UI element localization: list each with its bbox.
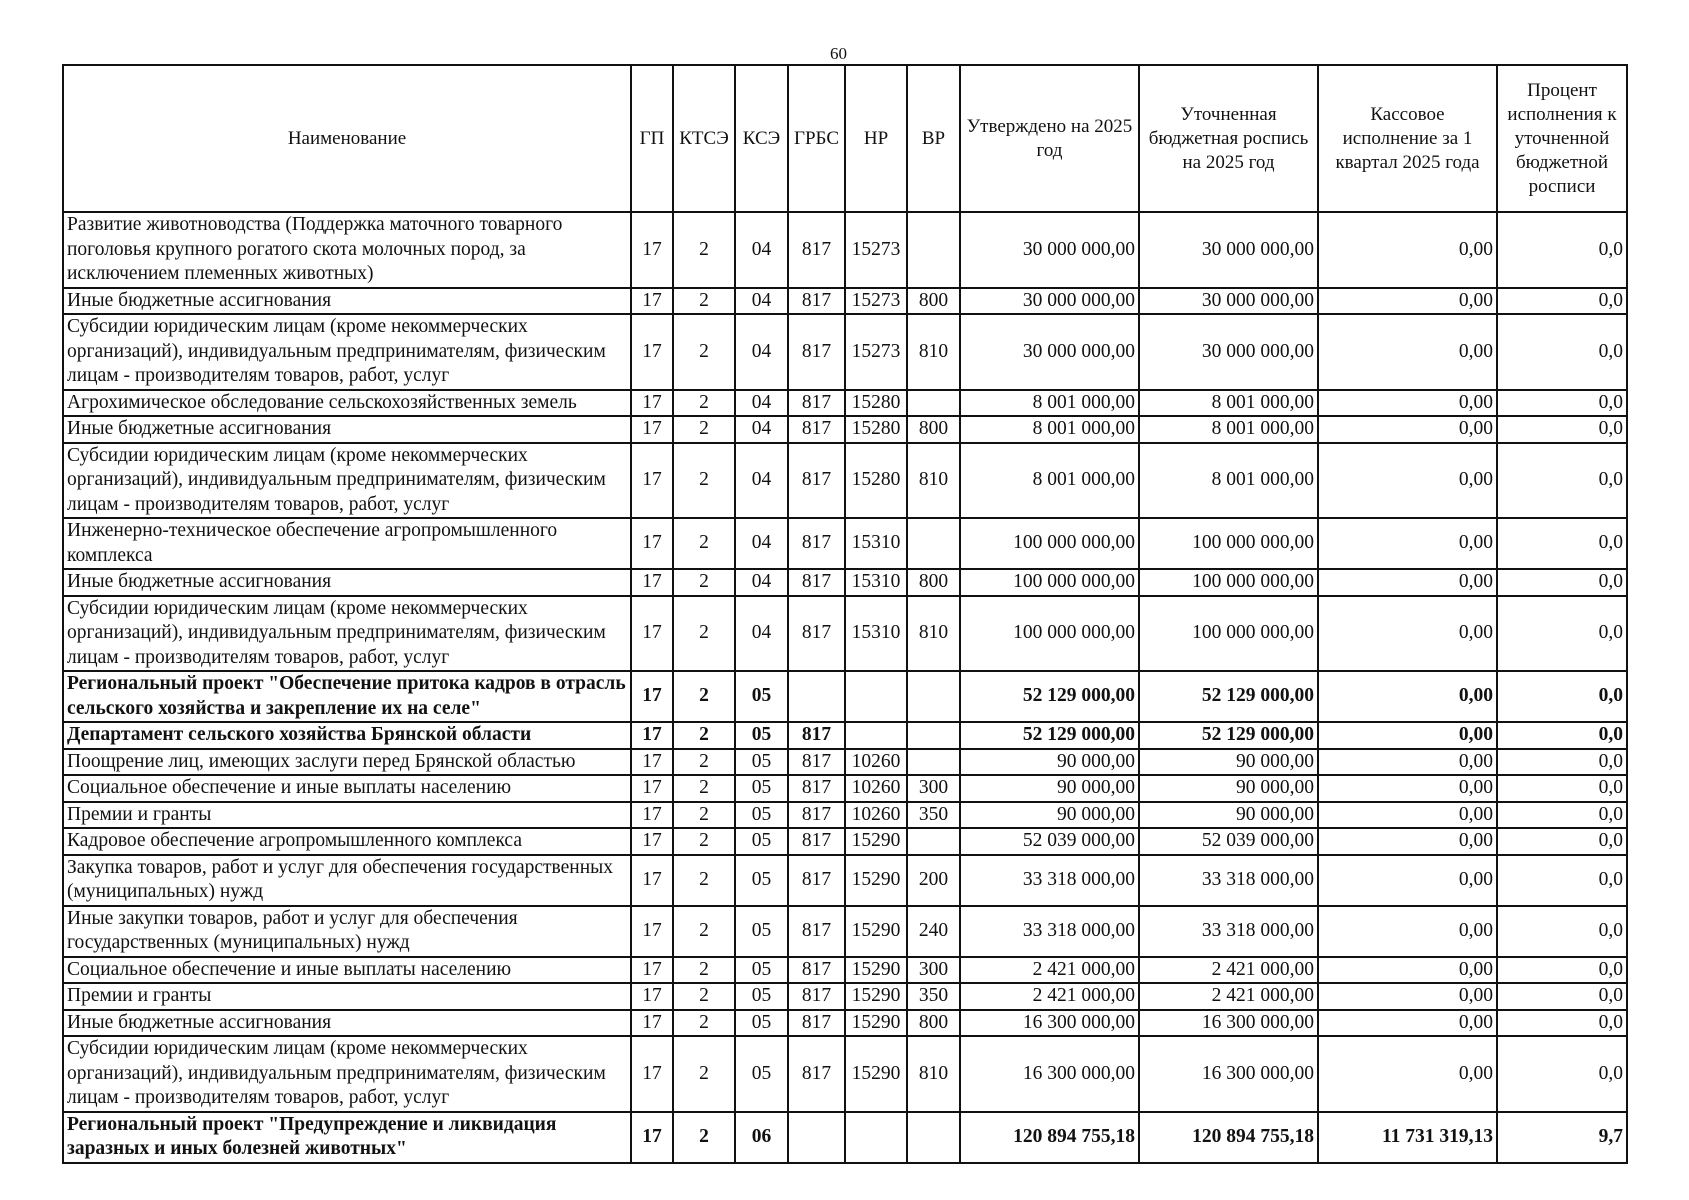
row-grbs: 817 <box>788 1036 845 1112</box>
row-grbs: 817 <box>788 416 845 443</box>
row-np: 15290 <box>845 828 907 855</box>
row-percent: 0,0 <box>1497 749 1627 776</box>
row-percent: 0,0 <box>1497 443 1627 519</box>
row-percent: 0,0 <box>1497 569 1627 596</box>
row-np: 10260 <box>845 749 907 776</box>
row-name: Закупка товаров, работ и услуг для обеспечения государственных (муниципальных) нужд <box>63 855 631 906</box>
header-ktse: КТСЭ <box>673 65 735 212</box>
row-vr <box>907 749 960 776</box>
row-name: Иные бюджетные ассигнования <box>63 1010 631 1037</box>
header-grbs: ГРБС <box>788 65 845 212</box>
table-body <box>63 212 1627 1163</box>
row-cash: 0,00 <box>1318 722 1497 749</box>
row-vr <box>907 1112 960 1163</box>
table-row <box>63 906 1627 957</box>
row-ktse: 2 <box>673 1010 735 1037</box>
row-ktse: 2 <box>673 569 735 596</box>
row-grbs: 817 <box>788 518 845 569</box>
row-ktse: 2 <box>673 288 735 315</box>
row-refined: 120 894 755,18 <box>1139 1112 1318 1163</box>
row-np <box>845 1112 907 1163</box>
table-row <box>63 569 1627 596</box>
row-approved: 8 001 000,00 <box>960 443 1139 519</box>
row-cash: 0,00 <box>1318 314 1497 390</box>
row-vr <box>907 671 960 722</box>
budget-execution-table <box>62 64 1628 1164</box>
row-approved: 2 421 000,00 <box>960 957 1139 984</box>
row-gp: 17 <box>631 416 673 443</box>
row-kse: 06 <box>735 1112 788 1163</box>
row-cash: 0,00 <box>1318 749 1497 776</box>
row-approved: 90 000,00 <box>960 775 1139 802</box>
row-ktse: 2 <box>673 983 735 1010</box>
row-percent: 0,0 <box>1497 855 1627 906</box>
row-cash: 0,00 <box>1318 828 1497 855</box>
row-name: Премии и гранты <box>63 802 631 829</box>
row-np: 15273 <box>845 212 907 288</box>
row-grbs: 817 <box>788 957 845 984</box>
row-cash: 0,00 <box>1318 775 1497 802</box>
row-np: 15310 <box>845 596 907 672</box>
row-grbs: 817 <box>788 443 845 519</box>
row-name: Субсидии юридическим лицам (кроме некоммерческих организаций), индивидуальным предпринимателям, физическим лицам - производителям товаров, работ, услуг <box>63 314 631 390</box>
row-name: Субсидии юридическим лицам (кроме некоммерческих организаций), индивидуальным предпринимателям, физическим лицам - производителям товаров, работ, услуг <box>63 1036 631 1112</box>
row-ktse: 2 <box>673 906 735 957</box>
row-kse: 04 <box>735 390 788 417</box>
row-vr: 800 <box>907 416 960 443</box>
row-name: Премии и гранты <box>63 983 631 1010</box>
row-kse: 04 <box>735 288 788 315</box>
row-ktse: 2 <box>673 596 735 672</box>
row-grbs: 817 <box>788 596 845 672</box>
row-refined: 90 000,00 <box>1139 749 1318 776</box>
row-gp: 17 <box>631 518 673 569</box>
row-ktse: 2 <box>673 212 735 288</box>
row-approved: 90 000,00 <box>960 749 1139 776</box>
row-refined: 100 000 000,00 <box>1139 596 1318 672</box>
row-kse: 05 <box>735 1010 788 1037</box>
table-row <box>63 416 1627 443</box>
header-vr: ВР <box>907 65 960 212</box>
table-row <box>63 671 1627 722</box>
header-np: НР <box>845 65 907 212</box>
row-grbs: 817 <box>788 802 845 829</box>
row-approved: 30 000 000,00 <box>960 314 1139 390</box>
header-cash: Кассовое исполнение за 1 квартал 2025 года <box>1318 65 1497 212</box>
row-approved: 52 039 000,00 <box>960 828 1139 855</box>
row-name: Субсидии юридическим лицам (кроме некоммерческих организаций), индивидуальным предпринимателям, физическим лицам - производителям товаров, работ, услуг <box>63 596 631 672</box>
row-percent: 0,0 <box>1497 314 1627 390</box>
row-refined: 16 300 000,00 <box>1139 1036 1318 1112</box>
row-kse: 04 <box>735 314 788 390</box>
row-cash: 0,00 <box>1318 855 1497 906</box>
row-gp: 17 <box>631 828 673 855</box>
row-vr <box>907 212 960 288</box>
row-approved: 52 129 000,00 <box>960 722 1139 749</box>
row-approved: 30 000 000,00 <box>960 212 1139 288</box>
row-kse: 05 <box>735 775 788 802</box>
row-refined: 30 000 000,00 <box>1139 212 1318 288</box>
row-cash: 0,00 <box>1318 288 1497 315</box>
row-cash: 0,00 <box>1318 443 1497 519</box>
row-ktse: 2 <box>673 416 735 443</box>
row-refined: 90 000,00 <box>1139 775 1318 802</box>
row-kse: 04 <box>735 443 788 519</box>
row-approved: 120 894 755,18 <box>960 1112 1139 1163</box>
row-vr: 800 <box>907 1010 960 1037</box>
row-name: Иные бюджетные ассигнования <box>63 288 631 315</box>
row-kse: 05 <box>735 828 788 855</box>
row-ktse: 2 <box>673 443 735 519</box>
row-grbs: 817 <box>788 828 845 855</box>
row-name: Департамент сельского хозяйства Брянской области <box>63 722 631 749</box>
row-kse: 05 <box>735 749 788 776</box>
row-refined: 100 000 000,00 <box>1139 518 1318 569</box>
row-vr: 800 <box>907 288 960 315</box>
table-row <box>63 1036 1627 1112</box>
row-kse: 04 <box>735 569 788 596</box>
table-row <box>63 983 1627 1010</box>
row-gp: 17 <box>631 722 673 749</box>
row-np: 15280 <box>845 416 907 443</box>
row-ktse: 2 <box>673 1112 735 1163</box>
row-cash: 0,00 <box>1318 569 1497 596</box>
row-approved: 16 300 000,00 <box>960 1036 1139 1112</box>
row-vr: 810 <box>907 443 960 519</box>
row-percent: 0,0 <box>1497 518 1627 569</box>
row-np: 15280 <box>845 443 907 519</box>
table-row <box>63 443 1627 519</box>
row-gp: 17 <box>631 957 673 984</box>
row-grbs: 817 <box>788 1010 845 1037</box>
row-refined: 52 039 000,00 <box>1139 828 1318 855</box>
table-header <box>63 65 1627 212</box>
row-vr <box>907 828 960 855</box>
row-grbs: 817 <box>788 288 845 315</box>
row-approved: 52 129 000,00 <box>960 671 1139 722</box>
row-kse: 05 <box>735 957 788 984</box>
row-refined: 8 001 000,00 <box>1139 416 1318 443</box>
row-grbs: 817 <box>788 983 845 1010</box>
row-np: 15290 <box>845 906 907 957</box>
row-cash: 0,00 <box>1318 957 1497 984</box>
row-cash: 0,00 <box>1318 983 1497 1010</box>
row-refined: 33 318 000,00 <box>1139 906 1318 957</box>
table-row <box>63 1112 1627 1163</box>
row-kse: 05 <box>735 722 788 749</box>
row-kse: 05 <box>735 983 788 1010</box>
row-np: 10260 <box>845 802 907 829</box>
row-kse: 04 <box>735 518 788 569</box>
row-refined: 2 421 000,00 <box>1139 957 1318 984</box>
row-approved: 2 421 000,00 <box>960 983 1139 1010</box>
row-vr: 350 <box>907 802 960 829</box>
row-cash: 0,00 <box>1318 671 1497 722</box>
row-gp: 17 <box>631 749 673 776</box>
row-np <box>845 722 907 749</box>
row-np: 15290 <box>845 1010 907 1037</box>
row-ktse: 2 <box>673 1036 735 1112</box>
page-number: 60 <box>830 44 847 63</box>
row-grbs: 817 <box>788 855 845 906</box>
row-ktse: 2 <box>673 802 735 829</box>
row-approved: 8 001 000,00 <box>960 390 1139 417</box>
row-percent: 0,0 <box>1497 212 1627 288</box>
row-gp: 17 <box>631 906 673 957</box>
row-np: 15290 <box>845 983 907 1010</box>
row-percent: 0,0 <box>1497 722 1627 749</box>
row-kse: 05 <box>735 855 788 906</box>
table-row <box>63 802 1627 829</box>
row-vr <box>907 518 960 569</box>
row-approved: 100 000 000,00 <box>960 596 1139 672</box>
table-row <box>63 212 1627 288</box>
row-name: Региональный проект "Обеспечение притока кадров в отрасль сельского хозяйства и закрепление их на селе" <box>63 671 631 722</box>
row-percent: 0,0 <box>1497 802 1627 829</box>
row-percent: 0,0 <box>1497 1010 1627 1037</box>
row-approved: 90 000,00 <box>960 802 1139 829</box>
row-np: 15310 <box>845 569 907 596</box>
row-percent: 0,0 <box>1497 596 1627 672</box>
row-np: 15273 <box>845 288 907 315</box>
row-name: Социальное обеспечение и иные выплаты населению <box>63 957 631 984</box>
table-row <box>63 855 1627 906</box>
row-name: Иные закупки товаров, работ и услуг для обеспечения государственных (муниципальных) нужд <box>63 906 631 957</box>
row-name: Развитие животноводства (Поддержка маточного товарного поголовья крупного рогатого скота молочных пород, за исключением племенных животных) <box>63 212 631 288</box>
row-vr <box>907 390 960 417</box>
table-row <box>63 775 1627 802</box>
table-row <box>63 518 1627 569</box>
row-kse: 04 <box>735 212 788 288</box>
row-approved: 33 318 000,00 <box>960 855 1139 906</box>
row-np: 15290 <box>845 1036 907 1112</box>
row-gp: 17 <box>631 390 673 417</box>
row-vr <box>907 722 960 749</box>
row-refined: 16 300 000,00 <box>1139 1010 1318 1037</box>
table-row <box>63 314 1627 390</box>
row-ktse: 2 <box>673 855 735 906</box>
row-percent: 0,0 <box>1497 775 1627 802</box>
row-refined: 8 001 000,00 <box>1139 443 1318 519</box>
row-vr: 810 <box>907 1036 960 1112</box>
row-name: Поощрение лиц, имеющих заслуги перед Брянской областью <box>63 749 631 776</box>
row-np: 15273 <box>845 314 907 390</box>
row-vr: 200 <box>907 855 960 906</box>
row-refined: 33 318 000,00 <box>1139 855 1318 906</box>
row-cash: 0,00 <box>1318 596 1497 672</box>
row-gp: 17 <box>631 1036 673 1112</box>
row-cash: 0,00 <box>1318 390 1497 417</box>
row-gp: 17 <box>631 569 673 596</box>
row-ktse: 2 <box>673 722 735 749</box>
row-kse: 05 <box>735 1036 788 1112</box>
row-gp: 17 <box>631 1010 673 1037</box>
row-refined: 90 000,00 <box>1139 802 1318 829</box>
row-refined: 52 129 000,00 <box>1139 671 1318 722</box>
row-gp: 17 <box>631 314 673 390</box>
row-percent: 0,0 <box>1497 671 1627 722</box>
row-grbs: 817 <box>788 390 845 417</box>
row-grbs: 817 <box>788 569 845 596</box>
table-row <box>63 596 1627 672</box>
row-name: Иные бюджетные ассигнования <box>63 569 631 596</box>
row-name: Субсидии юридическим лицам (кроме некоммерческих организаций), индивидуальным предпринимателям, физическим лицам - производителям товаров, работ, услуг <box>63 443 631 519</box>
row-percent: 0,0 <box>1497 906 1627 957</box>
row-approved: 30 000 000,00 <box>960 288 1139 315</box>
row-cash: 11 731 319,13 <box>1318 1112 1497 1163</box>
row-np: 10260 <box>845 775 907 802</box>
row-ktse: 2 <box>673 828 735 855</box>
row-kse: 05 <box>735 671 788 722</box>
row-grbs <box>788 1112 845 1163</box>
row-gp: 17 <box>631 288 673 315</box>
row-cash: 0,00 <box>1318 416 1497 443</box>
row-approved: 8 001 000,00 <box>960 416 1139 443</box>
row-refined: 30 000 000,00 <box>1139 314 1318 390</box>
row-refined: 8 001 000,00 <box>1139 390 1318 417</box>
row-gp: 17 <box>631 802 673 829</box>
table-row <box>63 390 1627 417</box>
table-row <box>63 749 1627 776</box>
row-ktse: 2 <box>673 671 735 722</box>
row-ktse: 2 <box>673 518 735 569</box>
row-refined: 52 129 000,00 <box>1139 722 1318 749</box>
row-gp: 17 <box>631 212 673 288</box>
row-gp: 17 <box>631 855 673 906</box>
row-ktse: 2 <box>673 314 735 390</box>
row-np: 15290 <box>845 957 907 984</box>
row-grbs: 817 <box>788 314 845 390</box>
row-grbs: 817 <box>788 749 845 776</box>
row-refined: 2 421 000,00 <box>1139 983 1318 1010</box>
row-vr: 810 <box>907 596 960 672</box>
row-ktse: 2 <box>673 775 735 802</box>
row-approved: 33 318 000,00 <box>960 906 1139 957</box>
row-kse: 05 <box>735 906 788 957</box>
row-percent: 0,0 <box>1497 288 1627 315</box>
row-refined: 30 000 000,00 <box>1139 288 1318 315</box>
table-row <box>63 957 1627 984</box>
table-row <box>63 1010 1627 1037</box>
row-percent: 0,0 <box>1497 957 1627 984</box>
row-percent: 0,0 <box>1497 983 1627 1010</box>
row-approved: 16 300 000,00 <box>960 1010 1139 1037</box>
row-ktse: 2 <box>673 749 735 776</box>
row-name: Региональный проект "Предупреждение и ликвидация заразных и иных болезней животных" <box>63 1112 631 1163</box>
row-percent: 0,0 <box>1497 416 1627 443</box>
row-ktse: 2 <box>673 390 735 417</box>
row-np <box>845 671 907 722</box>
row-cash: 0,00 <box>1318 518 1497 569</box>
row-ktse: 2 <box>673 957 735 984</box>
row-grbs: 817 <box>788 775 845 802</box>
row-grbs: 817 <box>788 906 845 957</box>
row-gp: 17 <box>631 1112 673 1163</box>
row-name: Кадровое обеспечение агропромышленного комплекса <box>63 828 631 855</box>
row-np: 15310 <box>845 518 907 569</box>
table-row <box>63 828 1627 855</box>
row-approved: 100 000 000,00 <box>960 518 1139 569</box>
row-grbs <box>788 671 845 722</box>
row-cash: 0,00 <box>1318 1010 1497 1037</box>
row-cash: 0,00 <box>1318 906 1497 957</box>
table-row <box>63 288 1627 315</box>
row-np: 15290 <box>845 855 907 906</box>
row-gp: 17 <box>631 671 673 722</box>
row-vr: 350 <box>907 983 960 1010</box>
table-row <box>63 722 1627 749</box>
row-percent: 9,7 <box>1497 1112 1627 1163</box>
row-gp: 17 <box>631 983 673 1010</box>
header-refined: Уточненная бюджетная роспись на 2025 год <box>1139 65 1318 212</box>
row-kse: 04 <box>735 416 788 443</box>
header-kse: КСЭ <box>735 65 788 212</box>
row-vr: 810 <box>907 314 960 390</box>
row-percent: 0,0 <box>1497 1036 1627 1112</box>
row-approved: 100 000 000,00 <box>960 569 1139 596</box>
row-name: Агрохимическое обследование сельскохозяйственных земель <box>63 390 631 417</box>
row-grbs: 817 <box>788 212 845 288</box>
row-gp: 17 <box>631 596 673 672</box>
row-name: Социальное обеспечение и иные выплаты населению <box>63 775 631 802</box>
row-gp: 17 <box>631 775 673 802</box>
header-percent: Процент исполнения к уточненной бюджетной росписи <box>1497 65 1627 212</box>
row-refined: 100 000 000,00 <box>1139 569 1318 596</box>
row-percent: 0,0 <box>1497 390 1627 417</box>
header-gp: ГП <box>631 65 673 212</box>
row-cash: 0,00 <box>1318 1036 1497 1112</box>
row-vr: 240 <box>907 906 960 957</box>
row-name: Инженерно-техническое обеспечение агропромышленного комплекса <box>63 518 631 569</box>
row-cash: 0,00 <box>1318 802 1497 829</box>
row-cash: 0,00 <box>1318 212 1497 288</box>
row-kse: 05 <box>735 802 788 829</box>
row-name: Иные бюджетные ассигнования <box>63 416 631 443</box>
row-grbs: 817 <box>788 722 845 749</box>
row-vr: 300 <box>907 957 960 984</box>
header-name: Наименование <box>63 65 631 212</box>
row-vr: 300 <box>907 775 960 802</box>
header-approved: Утверждено на 2025 год <box>960 65 1139 212</box>
row-np: 15280 <box>845 390 907 417</box>
row-vr: 800 <box>907 569 960 596</box>
row-kse: 04 <box>735 596 788 672</box>
row-percent: 0,0 <box>1497 828 1627 855</box>
row-gp: 17 <box>631 443 673 519</box>
